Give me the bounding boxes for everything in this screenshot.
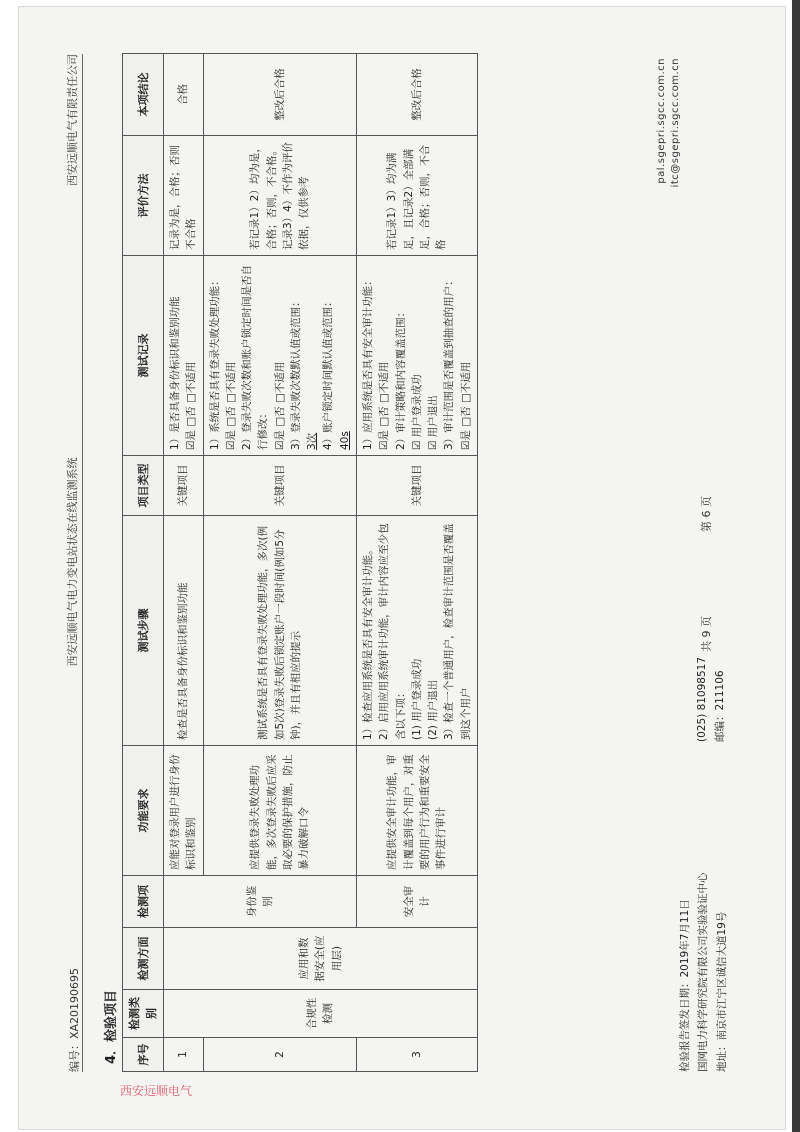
step-line: 3）检查一个普通用户，检查审计范围是否覆盖到这个用户 (443, 523, 472, 740)
cell-conclusion: 合格 (164, 54, 204, 136)
page-current: 第 6 页 (700, 496, 713, 532)
col-header: 功能要求 (123, 746, 164, 876)
cell-record (203, 256, 356, 456)
record-line: 2）审计策略和内容覆盖范围： (394, 306, 407, 450)
step-line: 2）启用应用系统审计功能，审计内容应至少包含以下项： (378, 523, 407, 740)
cell-item-identity: 身份鉴别 (164, 876, 357, 928)
cell-no: 2 (203, 1038, 356, 1072)
cell-record (357, 256, 478, 456)
record-line: 1）是否具备身份标识和鉴别功能 (169, 296, 182, 450)
record-line: 2）登录失败次数和账户锁定时间是否自行修改： (241, 264, 270, 450)
record-line: 4）账户锁定时间默认值或范围： (322, 296, 335, 450)
scan-edge-shadow (792, 0, 800, 1132)
org-postcode: 邮编：211106 (714, 670, 726, 742)
record-line: 1）系统是否具有登录失败处理功能： (208, 275, 221, 450)
record-line: ☑ 用户登录成功 (410, 374, 423, 450)
col-header: 测试步骤 (123, 516, 164, 746)
rotated-report-page (58, 32, 768, 1092)
cell-no: 1 (164, 1038, 204, 1072)
evaluation-line: 记录3）4）不作为评价依据，仅供参考 (281, 142, 311, 250)
record-line: ☑是 □否 □不适用 (378, 361, 391, 450)
record-line: ☑是 □否 □不适用 (185, 361, 198, 450)
col-header: 本项结论 (123, 54, 164, 136)
cell-category: 合规性检测 (164, 990, 478, 1038)
col-header: 序号 (123, 1038, 164, 1072)
page-total: 共 9 页 (700, 616, 713, 652)
org-name: 国网电力科学研究院有限公司实验验证中心 (697, 872, 710, 1072)
evaluation-line: 若记录1）2）均为是，合格；否则，不合格。 (249, 142, 278, 250)
record-line: ☑是 □否 □不适用 (273, 361, 286, 450)
step-line: 1）检查应用系统是否具有安全审计功能。 (362, 544, 375, 740)
table-row (357, 54, 478, 1072)
col-header: 评价方法 (123, 136, 164, 256)
stamp-mark: 西安远顺电气 (120, 1084, 193, 1098)
document-number: 编号：XA20190695 (68, 967, 81, 1072)
col-header: 检测项 (123, 876, 164, 928)
address-row (713, 54, 731, 1072)
contact-email-1: pal.sgepri.sgcc.com.cn (656, 58, 667, 184)
org-phone: (025) 81098517 (696, 656, 708, 742)
cell-no: 3 (357, 1038, 478, 1072)
org-row (694, 54, 712, 1072)
cell-steps: 检查是否具备身份标识和鉴别功能 (164, 516, 204, 746)
org-address: 地址：南京市江宁区诚信大道19号 (715, 911, 728, 1072)
step-line: (2) 用户退出 (427, 679, 440, 740)
cell-steps (357, 516, 478, 746)
cell-evaluation: 记录为是，合格；否则不合格 (164, 136, 204, 256)
cell-requirement: 应能对登录用户进行身份标识和鉴别 (164, 746, 204, 876)
company-name: 西安远顺电气有限责任公司 (66, 54, 79, 186)
record-line: ☑是 □否 □不适用 (459, 361, 472, 450)
cell-record (164, 256, 204, 456)
step-line: (1) 用户登录成功 (410, 658, 423, 740)
record-line: 1）应用系统是否具有安全审计功能： (362, 275, 375, 450)
cell-aspect: 应用和数据安全(应用层) (164, 928, 478, 990)
record-line: ☑是 □否 □不适用 (224, 361, 237, 450)
table-header-row (123, 54, 164, 1072)
col-header: 检测方面 (123, 928, 164, 990)
section-title: 4．检验项目 (104, 989, 119, 1064)
cell-steps: 测试系统是否具有登录失败处理功能，多次(例如5次)登录失败后锁定账户一段时间(例如5分钟)，并且有相应的提示 (203, 516, 356, 746)
record-line: ☑ 用户退出 (427, 395, 440, 450)
record-value: 40s (338, 431, 351, 450)
inspection-table (122, 53, 478, 1072)
cell-type: 关键项目 (203, 456, 356, 516)
record-value: 3次 (306, 432, 319, 450)
cell-requirement: 应提供登录失败处理功能，多次登录失败后应采取必要的保护措施，防止暴力破解口令 (203, 746, 356, 876)
report-date: 检验报告签发日期：2019年7月11日 (679, 899, 691, 1072)
cell-type: 关键项目 (357, 456, 478, 516)
col-header: 检测类别 (123, 990, 164, 1038)
cell-conclusion: 整改后合格 (357, 54, 478, 136)
col-header: 测试记录 (123, 256, 164, 456)
cell-evaluation (203, 136, 356, 256)
cell-evaluation: 若记录1）3）均为满足，且记录2）全部满足，合格；否则，不合格 (357, 136, 478, 256)
cell-item-audit: 安全审计 (357, 876, 478, 928)
cell-type: 关键项目 (164, 456, 204, 516)
report-footer (676, 54, 731, 1072)
table-row (164, 54, 204, 1072)
contact-email-2: itc@sgepri.sgcc.com.cn (670, 58, 681, 188)
col-header: 项目类型 (123, 456, 164, 516)
cell-requirement: 应提供安全审计功能，审计覆盖到每个用户，对重要的用户行为和重要安全事件进行审计 (357, 746, 478, 876)
document-title: 西安远顺电气电力变电站状态在线监测系统 (66, 457, 79, 667)
header-rule (82, 54, 83, 1072)
record-line: 3）登录失败次数默认值或范围： (289, 296, 302, 450)
cell-conclusion: 整改后合格 (203, 54, 356, 136)
record-line: 3）审计范围是否覆盖到抽查的用户： (443, 275, 456, 450)
